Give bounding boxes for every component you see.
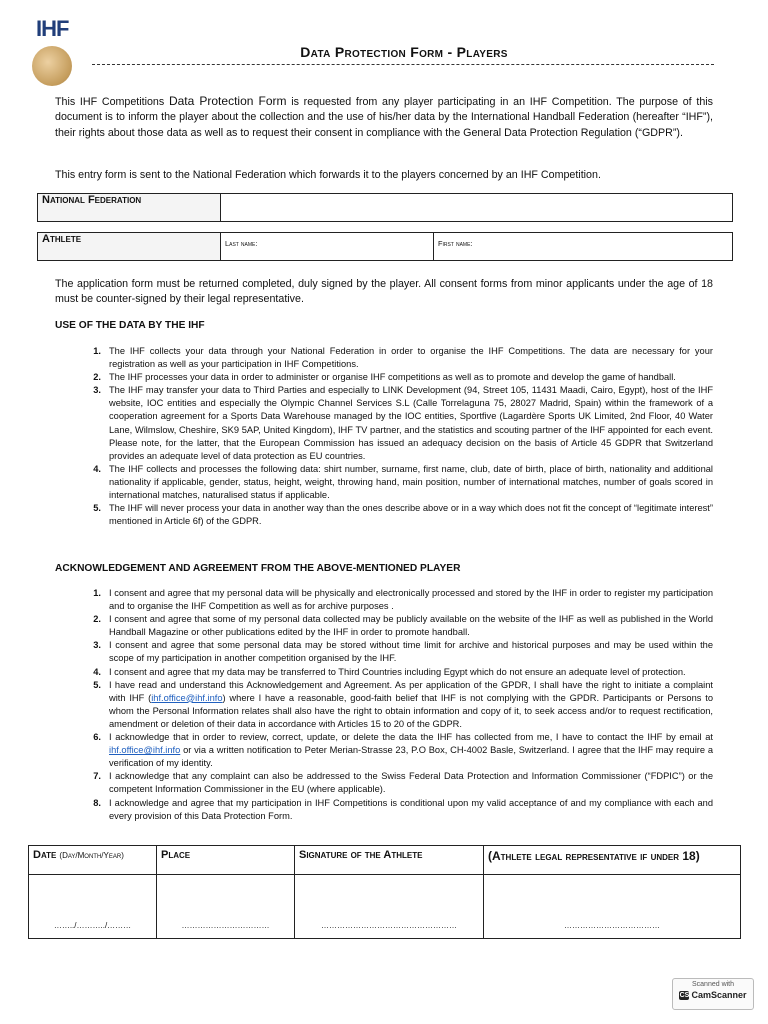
ack-item-text: I acknowledge that any complaint can also be addressed to the Swiss Federal Data Protection and Information Commissioner (“FDPIC”) or the competent Information Commissioner in the EU (where applicable). [109,771,713,795]
use-item [55,371,713,384]
last-name-field[interactable] [221,233,434,261]
camscanner-line1: Scanned with [691,981,735,988]
title-divider [92,64,714,65]
use-list [55,345,713,528]
use-item [55,345,713,371]
ack-item-number: 1. [93,588,101,598]
ack-section-heading: ACKNOWLEDGEMENT AND AGREEMENT FROM THE ABOVE-MENTIONED PLAYER [55,563,461,574]
camscanner-logo-icon: CS [679,992,690,1000]
use-item-text: The IHF collects and processes the following data: shirt number, surname, first name, club, date of birth, place of birth, nationality and additional nationality if applicable, gender, status, height, weight, throwing hand, main position, number of international matches, number of goals scored in international matches, naturalised status if applicable. [109,463,713,501]
ack-item-number: 3. [93,640,101,651]
use-item-text: The IHF collects your data through your National Federation in order to organise the IHF Competitions. The data are necessary for your registration as well as your participation in IHF Competitions. [109,346,713,370]
camscanner-line2 [673,990,753,1000]
date-label: Date [33,849,57,861]
intro-paragraph [55,94,713,141]
use-item-number: 5. [93,503,101,514]
ack-item-number: 2. [93,614,101,625]
last-name-label: Last name: [225,239,258,248]
date-header [29,846,157,875]
signature-header: Signature of the Athlete [295,846,484,875]
ack-item-text: I consent and agree that my data may be transferred to Third Countries including Egypt which do not ensure an adequate level of protection. [109,666,686,677]
athlete-table [37,232,733,261]
ack-item-text [109,731,713,770]
use-item-number: 1. [93,346,101,356]
representative-header: (Athlete legal representative if under 18) [484,846,741,875]
email-link[interactable]: ihf.office@ihf.info [151,692,223,703]
place-field[interactable]: …………………………… [157,875,295,939]
ack-item [55,587,713,613]
use-item-number: 4. [93,463,101,474]
intro-text-a: This IHF Competitions [55,96,169,108]
item-text-pre: I have read and understand this Acknowledgement and Agreement. As per application of the GPDR, I shall have the right to initiate a complaint with IHF ( [109,679,713,703]
use-item-text: The IHF processes your data in order to administer or organise IHF competitions as well as to promote and develop the game of handball. [109,372,676,383]
ack-item [55,731,713,770]
ack-item [55,679,713,731]
national-federation-label: National Federation [38,194,221,222]
use-item [55,384,713,463]
first-name-field[interactable] [434,233,733,261]
use-section-heading: USE OF THE DATA BY THE IHF [55,320,205,331]
ack-item-text: I consent and agree that some personal data may be stored without time limit for archive and historical purposes and may be used within the scope of my participation in another competition organised by the IHF. [109,640,713,664]
handball-logo-icon [32,46,72,86]
use-item-number: 2. [93,372,101,383]
ack-item-text: I consent and agree that some of my personal data collected may be publicly available on the website of the IHF as well as published in the World Handball Magazine or other publications edited by the IHF in order to promote handball. [109,614,713,638]
item-text-post: ) where I have a reasonable, good-faith belief that IHF is not complying with the GPDR. Participants or Persons to whom the Personal Information relates shall also have the right to obtain information and copy of it, to seek access and/or to request rectification, amendment or deletion of their data in accordance with Articles 15 to 20 of the GDPR. [109,692,713,729]
ack-item-number: 8. [93,797,101,808]
notice-paragraph: The application form must be returned completed, duly signed by the player. All consent forms from minor applicants under the age of 18 must be counter-signed by their legal representative. [55,278,713,306]
intro-text-b: is requested from any player participating in an IHF Competition. The purpose of this document is to inform the player about the collection and the use of his/her data by the International Handball Federation (hereafter “IHF”), their rights about those data as well as to request their consent in compliance with the General Data Protection Regulation (“GDPR”). [55,96,713,139]
representative-signature-field[interactable]: ……………………………… [484,875,741,939]
place-header: Place [157,846,295,875]
camscanner-watermark [672,978,754,1010]
email-link[interactable]: ihf.office@ihf.info [109,745,181,756]
national-federation-table [37,193,733,222]
date-field[interactable]: ……../………../……… [29,875,157,939]
page-title: Data Protection Form - Players [300,44,508,60]
athlete-label: Athlete [38,233,221,261]
intro-paragraph-2: This entry form is sent to the National Federation which forwards it to the players concerned by an IHF Competition. [55,169,601,181]
ack-item-text [109,679,713,731]
use-item-text: The IHF will never process your data in another way than the ones describe above or in a way which does not fit the concept of “legitimate interest” mentioned in Article 6f) of the GDPR. [109,503,713,527]
ack-item [55,613,713,639]
ack-item-number: 7. [93,771,101,782]
ack-list [55,587,713,823]
ack-item-number: 6. [93,732,101,743]
ack-item-number: 5. [93,679,101,690]
first-name-label: First name: [438,239,473,248]
signature-field[interactable]: …………………………………………… [295,875,484,939]
date-sub-label: (Day/Month/Year) [59,851,124,860]
item-text-pre: I acknowledge that in order to review, correct, update, or delete the data the IHF has collected from me, I have to contact the IHF by email at [109,732,713,743]
ack-item-text: I acknowledge and agree that my participation in IHF Competitions is conditional upon my valid acceptance of and my compliance with each and every provision of this Data Protection Form. [109,797,713,821]
ihf-logo [28,16,76,84]
ack-item [55,797,713,823]
item-text-post: or via a written notification to Peter Merian-Strasse 23, P.O Box, CH-4002 Basle, Switzerland. I agree that the IHF may require a verification of my identity. [109,745,713,769]
national-federation-field[interactable] [221,194,733,222]
logo-text: IHF [36,16,69,41]
ack-item [55,770,713,796]
use-item [55,463,713,502]
ack-item-text: I consent and agree that my personal data will be physically and electronically processed and stored by the IHF in order to register my participation and to organise the IHF Competition as well as for archive purposes . [109,588,713,612]
ack-item [55,639,713,665]
ack-item [55,666,713,679]
use-item-number: 3. [93,385,101,396]
intro-emphasis: Data Protection Form [168,94,287,108]
camscanner-name: CamScanner [691,990,747,1000]
signature-table [28,845,741,939]
use-item-text: The IHF may transfer your data to Third Parties and especially to LINK Development (94, Street 105, 11431 Maadi, Cairo, Egypt), host of the IHF website, IOC entities and especially the Olympic Channel Services S.L (Calle Torrelaguna 75, 28027 Madrid, Spain) within the framework of a cooperation agreement for a Sports Data Warehouse managed by the IOC entities, Sportfive (Lagardère Sports UK Limited, 2nd Floor, 40 Water Lane, Wilmslow, Cheshire, SK9 5AP, United Kingdom), IHF TV partner, and the statistics and scouting partner of the IHF appointed for each event. Please note, for the latter, that the European Commission has issued an adequacy decision on the basis of Article 45 GDPR that Switzerland provides an adequate level of data protection as EU countries. [109,385,713,461]
ack-item-number: 4. [93,666,101,677]
use-item [55,502,713,528]
